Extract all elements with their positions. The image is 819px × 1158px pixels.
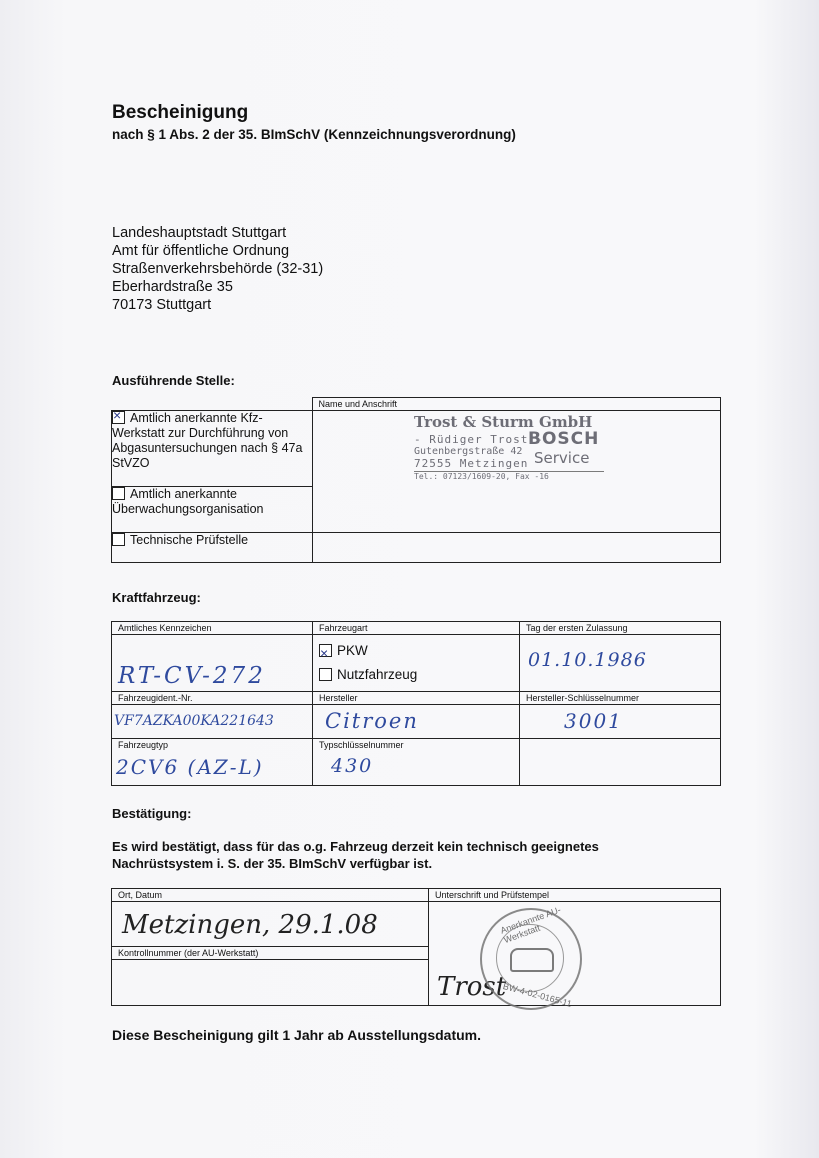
validity-note: Diese Bescheinigung gilt 1 Jahr ab Ausstellungsdatum. <box>112 1027 482 1043</box>
address-line: Amt für öffentliche Ordnung <box>112 243 290 259</box>
stamp-street: Gutenbergstraße 42 <box>414 446 523 457</box>
recipient-address <box>112 224 323 314</box>
car-icon <box>510 948 554 972</box>
tsn-header: Typschlüsselnummer <box>313 739 520 752</box>
company-stamp <box>414 413 604 499</box>
pruefstempel <box>480 904 582 1010</box>
stamp-bottom-text: BW-4-02-0165-11 <box>501 981 573 1009</box>
bosch-service-text: Service <box>534 449 590 467</box>
option-kfz-werkstatt <box>112 411 313 487</box>
kennzeichen-value: RT-CV-272 <box>118 663 266 689</box>
ort-datum-value: Metzingen, 29.1.08 <box>122 910 378 940</box>
document-subtitle: nach § 1 Abs. 2 der 35. BImSchV (Kennzeichnungsverordnung) <box>112 127 516 142</box>
option-label: Technische Prüfstelle <box>130 533 249 547</box>
kennzeichen-header: Amtliches Kennzeichen <box>112 622 313 635</box>
stamp-city: 72555 Metzingen <box>414 457 529 470</box>
empty-cell <box>520 739 721 786</box>
erstzulassung-value: 01.10.1986 <box>528 649 647 671</box>
option-ueberwachungsorganisation <box>112 487 313 533</box>
checkbox-nutzfahrzeug[interactable] <box>319 668 332 681</box>
signature: Trost <box>437 972 507 1002</box>
hsn-value: 3001 <box>564 709 623 733</box>
stamp-company: Trost & Sturm GmbH <box>414 413 593 431</box>
fahrzeugart-header: Fahrzeugart <box>313 622 520 635</box>
bestaetigung-text: Es wird bestätigt, dass für das o.g. Fahrzeug derzeit kein technisch geeignetes Nachrüstsystem i. S. der 35. BImSchV verfügbar ist. <box>112 839 599 871</box>
address-line: Landeshauptstadt Stuttgart <box>112 225 287 241</box>
checkbox-kfz-werkstatt[interactable] <box>112 411 125 424</box>
fin-cell <box>112 705 313 739</box>
bosch-logo: BOSCH <box>528 429 600 449</box>
section-heading-ausfuehrende-stelle: Ausführende Stelle: <box>112 373 235 388</box>
checkbox-technische-pruefstelle[interactable] <box>112 533 125 546</box>
tsn-value: 430 <box>331 755 374 777</box>
ort-datum-header: Ort, Datum <box>112 889 429 902</box>
kontrollnummer-cell <box>112 960 429 1006</box>
typ-cell <box>112 751 313 785</box>
typ-header: Fahrzeugtyp <box>112 739 313 752</box>
section-heading-kraftfahrzeug: Kraftfahrzeug: <box>112 590 201 605</box>
address-line: 70173 Stuttgart <box>112 297 212 313</box>
option-label: Amtlich anerkannte Überwachungsorganisation <box>112 487 264 516</box>
hsn-cell <box>520 705 721 739</box>
option-label: Amtlich anerkannte Kfz-Werkstatt zur Durchführung von Abgasuntersuchungen nach § 47a StVZO <box>112 411 303 470</box>
hersteller-value: Citroen <box>325 709 419 733</box>
name-anschrift-header: Name und Anschrift <box>312 398 721 411</box>
erstzulassung-cell <box>520 635 721 692</box>
section-heading-bestaetigung: Bestätigung: <box>112 806 192 821</box>
fahrzeugart-cell <box>313 635 520 692</box>
stamp-phone: Tel.: 07123/1609-20, Fax -16 <box>414 471 604 481</box>
document-title: Bescheinigung <box>112 102 249 123</box>
kontrollnummer-header: Kontrollnummer (der AU-Werkstatt) <box>112 947 429 960</box>
address-line: Eberhardstraße 35 <box>112 279 233 295</box>
fin-value: VF7AZKA00KA221643 <box>114 713 274 729</box>
fin-header: Fahrzeugident.-Nr. <box>112 692 313 705</box>
ort-datum-cell <box>112 902 429 947</box>
tsn-cell <box>313 751 520 785</box>
stamp-person: - Rüdiger Trost - <box>414 433 544 446</box>
typ-value: 2CV6 (AZ-L) <box>116 755 264 779</box>
hsn-header: Hersteller-Schlüsselnummer <box>520 692 721 705</box>
kraftfahrzeug-table <box>111 621 721 786</box>
address-line: Straßenverkehrsbehörde (32-31) <box>112 261 324 277</box>
kennzeichen-cell <box>112 635 313 692</box>
option-label: Nutzfahrzeug <box>337 667 418 682</box>
erstzulassung-header: Tag der ersten Zulassung <box>520 622 721 635</box>
stamp-top-text: Anerkannte AU-Werkstatt <box>498 904 563 946</box>
hersteller-header: Hersteller <box>313 692 520 705</box>
option-label: PKW <box>337 643 368 658</box>
checkbox-ueberwachungsorganisation[interactable] <box>112 487 125 500</box>
hersteller-cell <box>313 705 520 739</box>
signature-table <box>111 888 721 1006</box>
checkbox-pkw[interactable] <box>319 644 332 657</box>
option-technische-pruefstelle <box>112 533 313 563</box>
unterschrift-header: Unterschrift und Prüfstempel <box>429 889 721 902</box>
